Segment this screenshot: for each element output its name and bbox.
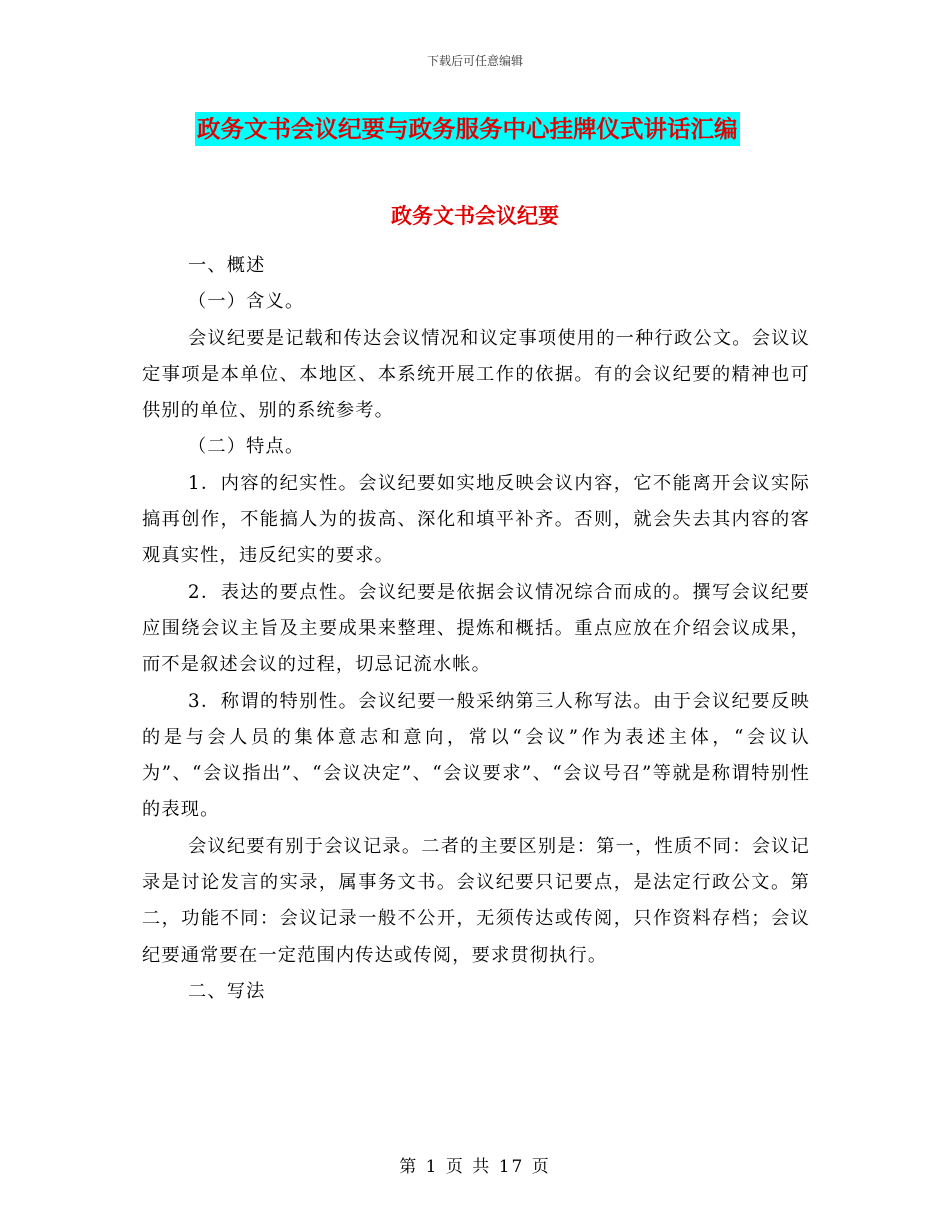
header-note: 下载后可任意编辑 — [426, 54, 523, 68]
page-footer: 第 1 页 共 17 页 — [399, 1157, 551, 1177]
subheading-meaning: （一）含义。 — [188, 291, 305, 313]
section-title: 政务文书会议纪要 — [391, 204, 559, 228]
paragraph-meaning: 会议纪要是记载和传达会议情况和议定事项使用的一种行政公文。会议议定事项是本单位、本地区、本系统开展工作的依据。有的会议纪要的精神也可供别的单位、别的系统参考。 — [142, 327, 810, 422]
document-body — [142, 248, 810, 1010]
paragraph-distinction: 会议纪要有别于会议记录。二者的主要区别是：第一，性质不同：会议记录是讨论发言的实录，属事务文书。会议纪要只记要点，是法定行政公文。第二，功能不同：会议记录一般不公开，无须传达或传阅，只作资料存档；会议纪要通常要在一定范围内传达或传阅，要求贯彻执行。 — [142, 835, 810, 966]
document-title: 政务文书会议纪要与政务服务中心挂牌仪式讲话汇编 — [195, 112, 740, 146]
subheading-features: （二）特点。 — [188, 436, 305, 458]
paragraph-feature-1: 1．内容的纪实性。会议纪要如实地反映会议内容，它不能离开会议实际搞再创作，不能搞人为的拔高、深化和填平补齐。否则，就会失去其内容的客观真实性，违反纪实的要求。 — [142, 472, 810, 567]
heading-writing: 二、写法 — [188, 980, 266, 1002]
paragraph-feature-2: 2．表达的要点性。会议纪要是依据会议情况综合而成的。撰写会议纪要应围绕会议主旨及主要成果来整理、提炼和概括。重点应放在介绍会议成果，而不是叙述会议的过程，切忌记流水帐。 — [142, 581, 810, 676]
paragraph-feature-3: 3．称谓的特别性。会议纪要一般采纳第三人称写法。由于会议纪要反映的是与会人员的集体意志和意向，常以“会议”作为表述主体，“会议认为”、“会议指出”、“会议决定”、“会议要求”、“会议号召”等就是称谓特别性的表现。 — [142, 690, 810, 821]
heading-overview: 一、概述 — [188, 255, 266, 276]
